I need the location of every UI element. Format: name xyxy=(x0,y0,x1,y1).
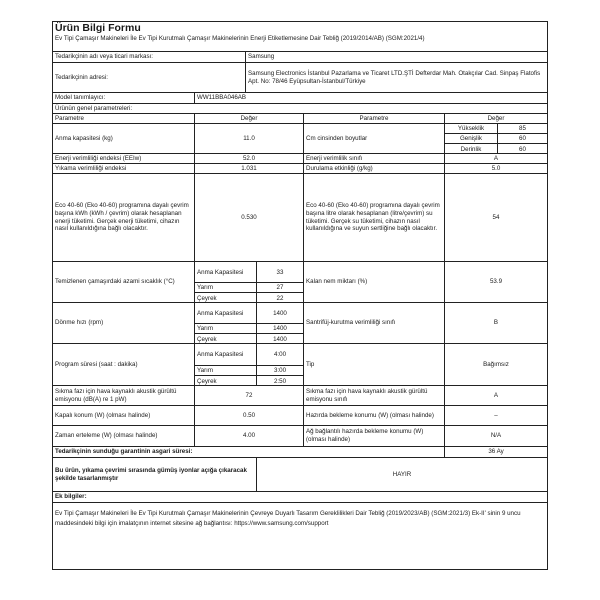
guarantee-row xyxy=(53,447,547,458)
eei-label: Enerji verimliliği endeksi (EEIw) xyxy=(55,154,142,162)
model-label: Model tanımlayıcı: xyxy=(55,94,106,102)
header-value-right: Değer xyxy=(444,114,547,123)
water-cycle-label: Eco 40-60 (Eko 40-60) programına dayalı çevrim başına litre olarak hesaplanan (litre/çevrim) su tüketimi. Gerçek su tüketimi, cihazın nasıl kullanıldığına ve suyun sertliğine bağlı olacaktır. xyxy=(303,174,444,261)
program-half-label: Yarım xyxy=(195,366,256,376)
spin-rated-label: Anma Kapasitesi xyxy=(195,303,256,324)
supplier-name-label: Tedarikçinin adı veya ticari markası: xyxy=(55,53,154,61)
extra-label-row xyxy=(53,492,547,503)
header-param-right: Parametre xyxy=(303,114,444,123)
header-row xyxy=(53,114,547,124)
silver-ions-row xyxy=(53,458,547,492)
model-row xyxy=(53,93,547,104)
off-mode-value: 0.50 xyxy=(194,406,303,425)
noise-emission-label: Sıkma fazı için hava kaynaklı akustik gürültü emisyonu (dB(A) re 1 pW) xyxy=(55,387,177,403)
title-block xyxy=(53,22,547,52)
width-label: Genişlik xyxy=(445,134,497,144)
moisture-value: 53.9 xyxy=(444,262,547,302)
silver-ions-value: HAYIR xyxy=(256,458,547,491)
type-label: Tip xyxy=(303,344,444,385)
depth-label: Derinlik xyxy=(460,145,482,153)
guarantee-label: Tedarikçinin sunduğu garantinin asgari süresi: xyxy=(55,448,193,456)
spin-half-label: Yarım xyxy=(195,324,256,334)
supplier-address-value: Samsung Electronics İstanbul Pazarlama ve Ticaret LTD.ŞTİ Defterdar Mah. Otakçılar Cad. Sinpaş Flatofis Apt. No: 78/46 Eyüpsultan-İstanbul/Türkiye xyxy=(245,63,547,92)
water-cycle-value: 54 xyxy=(444,174,547,261)
supplier-address-label: Tedarikçinin adresi: xyxy=(55,73,108,81)
networked-standby-label: Ağ bağlantılı hazırda bekleme konumu (W) (olması halinde) xyxy=(303,426,444,446)
max-temp-half-value: 27 xyxy=(257,283,303,293)
max-temp-row xyxy=(53,262,547,303)
supplier-name-value: Samsung xyxy=(245,52,547,62)
type-value: Bağımsız xyxy=(444,344,547,385)
supplier-name-row xyxy=(53,52,547,63)
consumption-row xyxy=(53,174,547,262)
program-duration-label: Program süresi (saat : dakika) xyxy=(55,360,138,368)
off-mode-label: Kapalı konum (W) (olması halinde) xyxy=(55,411,151,419)
height-label: Yükseklik xyxy=(445,124,497,134)
networked-standby-value: N/A xyxy=(444,426,547,446)
model-value: WW11BBA046AB xyxy=(194,93,547,103)
form-title: Ürün Bilgi Formu xyxy=(55,22,141,34)
depth-value: 60 xyxy=(519,145,526,153)
dimensions-label: Cm cinsinden boyutlar xyxy=(303,124,444,153)
energy-class-value: A xyxy=(444,154,547,163)
height-value: 85 xyxy=(498,124,547,134)
extra-text: Ev Tipi Çamaşır Makineleri İle Ev Tipi Kurutmalı Çamaşır Makinelerinin Çevreye Duyarlı Tasarım Gereklilikleri Dair Tebliğ (2019/2023/AB) (SGM:2021/3) Ek-II' sinin 9 uncu maddesindeki bilgi için imalatçının internet sitesine ağ bağlantısı: https://www.samsung.com/support xyxy=(55,510,521,527)
noise-row xyxy=(53,386,547,406)
max-temp-half-label: Yarım xyxy=(195,283,256,293)
off-mode-row xyxy=(53,406,547,426)
program-duration-row xyxy=(53,344,547,386)
energy-cycle-label: Eco 40-60 (Eko 40-60) programına dayalı çevrim başına kWh (kWh / çevrim) olarak hesaplanan enerji tüketimi. Gerçek enerji tüketimi, cihazın nasıl kullanıldığına bağlı olacaktır. xyxy=(55,202,189,233)
max-temp-quarter-label: Çeyrek xyxy=(197,294,217,302)
noise-emission-value: 72 xyxy=(194,386,303,405)
washing-row xyxy=(53,164,547,174)
spin-rated-value: 1400 xyxy=(257,303,303,324)
capacity-label: Anma kapasitesi (kg) xyxy=(55,134,113,142)
extra-text-block xyxy=(53,503,547,569)
standby-value: – xyxy=(444,406,547,425)
silver-ions-label: Bu ürün, yıkama çevrimi sırasında gümüş iyonlar açığa çıkaracak şekilde tasarlanmıştır xyxy=(55,466,247,482)
moisture-label: Kalan nem miktarı (%) xyxy=(303,262,444,302)
program-quarter-value: 2:50 xyxy=(273,377,287,385)
extra-label: Ek bilgiler: xyxy=(55,493,87,501)
energy-cycle-value: 0.530 xyxy=(194,174,303,261)
guarantee-value: 36 Ay xyxy=(444,447,547,457)
header-value-left: Değer xyxy=(194,114,303,123)
capacity-value: 11.0 xyxy=(194,124,303,153)
program-rated-label: Anma Kapasitesi xyxy=(195,344,256,366)
delay-row xyxy=(53,426,547,447)
program-rated-value: 4:00 xyxy=(257,344,303,366)
max-temp-rated-label: Anma Kapasitesi xyxy=(195,262,256,283)
noise-class-value: A xyxy=(444,386,547,405)
max-temp-quarter-value: 22 xyxy=(276,294,284,302)
program-half-value: 3:00 xyxy=(257,366,303,376)
noise-class-label: Sıkma fazı için hava kaynaklı akustik gürültü emisyonu sınıfı xyxy=(303,386,444,405)
eei-row xyxy=(53,154,547,164)
product-info-sheet xyxy=(52,21,548,570)
form-subtitle: Ev Tipi Çamaşır Makineleri İle Ev Tipi Kurutmalı Çamaşır Makinelerinin Enerji Etiketlemesine Dair Tebliğ (2019/2014/AB) (SGM:2021/4) xyxy=(55,34,425,42)
header-param-left: Parametre xyxy=(55,114,84,122)
rinsing-label: Durulama etkinliği (g/kg) xyxy=(303,164,444,173)
spin-class-label: Santrifüj-kurutma verimliliği sınıfı xyxy=(303,303,444,343)
washing-index-label: Yıkama verimliliği endeksi xyxy=(55,164,127,172)
eei-value: 52.0 xyxy=(194,154,303,163)
spin-speed-row xyxy=(53,303,547,344)
standby-label: Hazırda bekleme konumu (W) (olması halinde) xyxy=(303,406,444,425)
spin-quarter-label: Çeyrek xyxy=(197,335,217,343)
general-params-row xyxy=(53,104,547,114)
general-params-label: Ürünün genel parametreleri: xyxy=(55,104,133,112)
spin-half-value: 1400 xyxy=(257,324,303,334)
washing-index-value: 1.031 xyxy=(194,164,303,173)
spin-quarter-value: 1400 xyxy=(273,335,287,343)
program-quarter-label: Çeyrek xyxy=(197,377,217,385)
delay-start-label: Zaman erteleme (W) (olması halinde) xyxy=(55,432,158,440)
max-temp-rated-value: 33 xyxy=(257,262,303,283)
rinsing-value: 5.0 xyxy=(444,164,547,173)
spin-speed-label: Dönme hızı (rpm) xyxy=(55,319,104,327)
delay-start-value: 4.00 xyxy=(194,426,303,446)
spin-class-value: B xyxy=(444,303,547,343)
supplier-address-row xyxy=(53,63,547,93)
max-temp-label: Temizlenen çamaşırdaki azami sıcaklık (°C) xyxy=(55,278,175,286)
capacity-dimensions-row xyxy=(53,124,547,154)
energy-class-label: Enerji verimlilik sınıfı xyxy=(303,154,444,163)
width-value: 60 xyxy=(498,134,547,144)
